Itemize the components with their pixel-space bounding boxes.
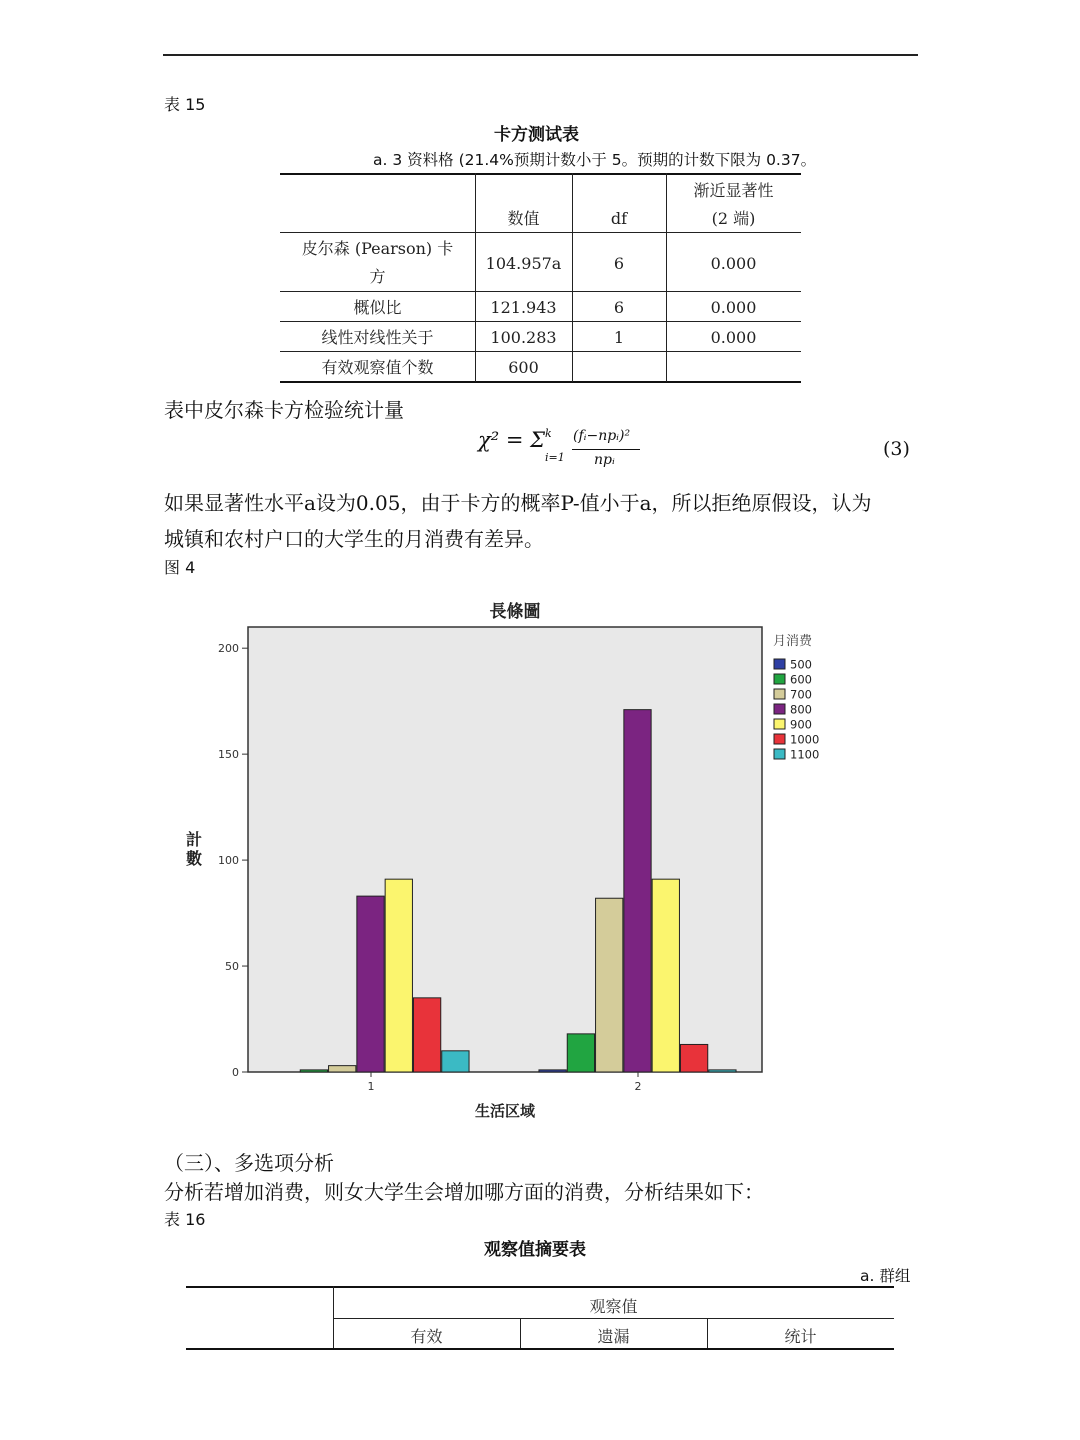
bar-700-group-2: [596, 898, 623, 1072]
y-tick-label: 0: [232, 1066, 239, 1079]
section-heading: （三）、多选项分析: [164, 1151, 334, 1175]
bar-1100-group-1: [442, 1051, 469, 1072]
formula-denominator: npᵢ: [594, 452, 615, 468]
legend-label-1100: 1100: [790, 747, 820, 762]
legend-title: 月消费: [773, 634, 813, 649]
row-sig: 0.000: [710, 298, 757, 317]
table-15-note: a. 3 资料格 (21.4%预期计数小于 5。预期的计数下限为 0.37。: [373, 151, 817, 169]
row-label-cont: 方: [369, 267, 386, 286]
legend-swatch-500: [774, 659, 785, 669]
row-df: 6: [613, 254, 625, 273]
row-value: 121.943: [490, 298, 557, 317]
column-header: 统计: [784, 1327, 817, 1346]
legend-label-600: 600: [790, 672, 812, 687]
table-16-note: a. 群组: [860, 1267, 911, 1285]
legend-swatch-800: [774, 704, 785, 714]
legend-swatch-700: [774, 689, 785, 699]
chi-square-table: [280, 173, 801, 383]
paragraph-line: 如果显著性水平a设为0.05，由于卡方的概率P-值小于a，所以拒绝原假设，认为: [164, 491, 872, 515]
table-top-rule: [186, 1286, 894, 1288]
figure-4-label: 图 4: [164, 558, 196, 577]
case-summary-table: [186, 1286, 894, 1350]
fraction-bar: [572, 449, 640, 450]
table-15-label: 表 15: [164, 95, 206, 114]
y-tick-label: 50: [225, 960, 239, 974]
legend-swatch-1100: [774, 749, 785, 759]
y-axis-label: 數: [185, 849, 203, 868]
table-header-rule: [333, 1318, 894, 1319]
bar-chart: [0, 580, 1080, 1140]
row-df: 1: [613, 328, 625, 347]
row-value: 104.957a: [485, 254, 562, 273]
row-label: 皮尔森 (Pearson) 卡: [301, 239, 454, 258]
table-16-label: 表 16: [164, 1210, 206, 1229]
row-value: 600: [508, 358, 539, 377]
table-bottom-rule: [186, 1348, 894, 1350]
formula-lhs: χ² = Σ: [478, 428, 545, 452]
bar-700-group-1: [329, 1066, 356, 1072]
paragraph-line: 城镇和农村户口的大学生的月消费有差异。: [164, 527, 544, 551]
formula-sup: k: [545, 427, 552, 440]
row-label: 有效观察值个数: [321, 358, 434, 377]
legend-swatch-1000: [774, 734, 785, 744]
legend-label-700: 700: [790, 687, 812, 702]
bar-900-group-1: [385, 879, 412, 1072]
legend-label-800: 800: [790, 702, 812, 717]
formula-intro: 表中皮尔森卡方检验统计量: [164, 398, 404, 422]
chi-square-formula: [478, 428, 545, 452]
table-16-title: 观察值摘要表: [484, 1240, 586, 1260]
formula-sub: i=1: [545, 451, 565, 464]
y-tick-label: 200: [218, 642, 239, 656]
group-header: 观察值: [589, 1297, 638, 1316]
row-label: 线性对线性关于: [321, 328, 434, 347]
row-label: 概似比: [353, 298, 402, 317]
header-sig-line2: (2 端): [711, 209, 756, 228]
bar-1000-group-2: [680, 1044, 707, 1072]
row-sig: 0.000: [710, 254, 757, 273]
table-row-rule: [280, 291, 801, 292]
x-tick-label: 1: [367, 1080, 375, 1093]
bar-1100-group-2: [709, 1070, 736, 1072]
chart-title: 長條圖: [489, 602, 541, 622]
table-15-title: 卡方测试表: [494, 125, 579, 145]
equation-number: (3): [883, 438, 910, 460]
x-axis-label: 生活区域: [474, 1102, 536, 1120]
bar-500-group-2: [539, 1070, 566, 1072]
y-tick-label: 150: [218, 748, 239, 762]
legend-label-500: 500: [790, 657, 812, 672]
row-sig: 0.000: [710, 328, 757, 347]
legend-swatch-600: [774, 674, 785, 684]
bar-800-group-2: [624, 710, 651, 1072]
column-header: 有效: [410, 1327, 443, 1346]
column-header: 遗漏: [597, 1327, 630, 1346]
bar-600-group-1: [300, 1070, 327, 1072]
header-sig-line1: 渐近显著性: [693, 181, 774, 200]
legend-label-1000: 1000: [790, 732, 820, 747]
row-value: 100.283: [490, 328, 557, 347]
paragraph: 分析若增加消费，则女大学生会增加哪方面的消费，分析结果如下：: [164, 1180, 764, 1204]
legend-label-900: 900: [790, 717, 812, 732]
table-top-rule: [280, 173, 801, 175]
formula-numerator: (fᵢ−npᵢ)²: [573, 428, 631, 444]
page-header-rule: [163, 54, 918, 56]
plot-area: [248, 627, 762, 1072]
header-df: df: [610, 209, 628, 228]
row-df: 6: [613, 298, 625, 317]
header-value: 数值: [507, 209, 540, 228]
bar-800-group-1: [357, 896, 384, 1072]
legend-swatch-900: [774, 719, 785, 729]
x-tick-label: 2: [634, 1080, 642, 1093]
bar-1000-group-1: [413, 998, 440, 1072]
y-axis-label: 計: [185, 830, 203, 849]
bar-900-group-2: [652, 879, 679, 1072]
bar-600-group-2: [567, 1034, 594, 1072]
y-tick-label: 100: [218, 854, 239, 868]
